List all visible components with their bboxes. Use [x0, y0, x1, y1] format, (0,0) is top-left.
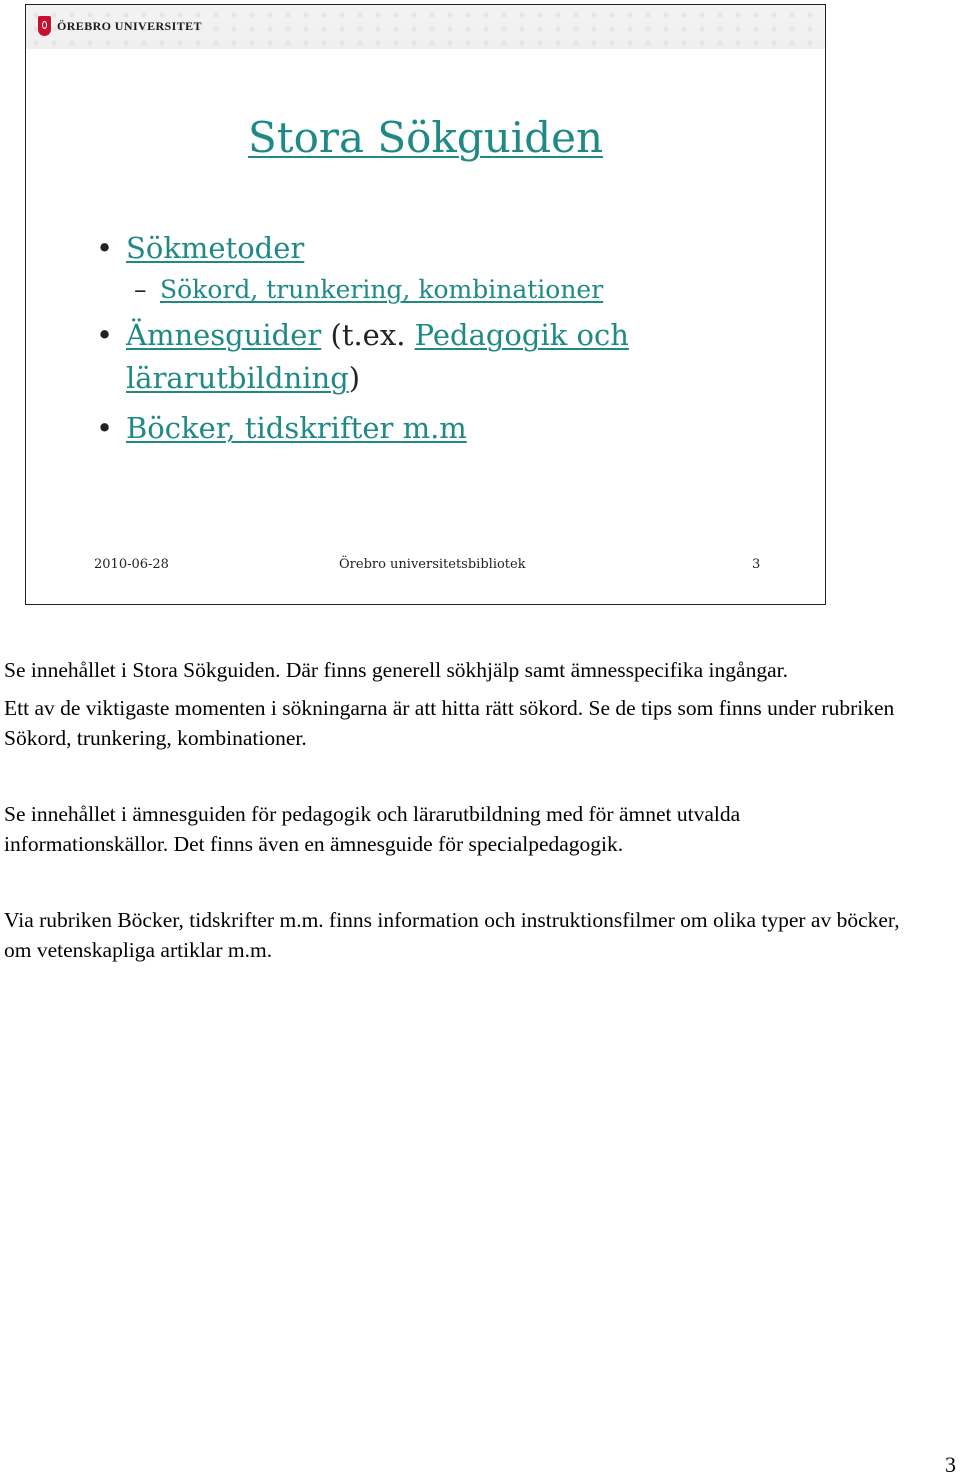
- slide-title[interactable]: Stora Sökguiden: [247, 113, 604, 162]
- subbullet-sokord: [96, 270, 796, 310]
- link-sokmetoder[interactable]: Sökmetoder: [126, 231, 305, 265]
- slide-organization: Örebro universitetsbibliotek: [339, 557, 526, 572]
- link-sokord-trunkering[interactable]: Sökord, trunkering, kombinationer: [160, 275, 604, 304]
- page-number: 3: [945, 1452, 956, 1477]
- bullet-sokmetoder: [96, 227, 796, 270]
- slide-thumbnail: [25, 4, 826, 605]
- bullet-text-close: ): [348, 361, 361, 395]
- link-amnesguider[interactable]: Ämnesguider: [126, 318, 322, 352]
- speaker-notes: [4, 655, 904, 965]
- university-logo: [38, 16, 202, 36]
- notes-paragraph-4: Via rubriken Böcker, tidskrifter m.m. finns information och instruktionsfilmer om olika typer av böcker, om vetenskapliga artiklar m.m.: [4, 908, 900, 962]
- university-shield-icon: [38, 16, 51, 36]
- bullet-amnesguider: [96, 314, 686, 400]
- notes-paragraph-2: Ett av de viktigaste momenten i sökningarna är att hitta rätt sökord. Se de tips som finns under rubriken Sökord, trunkering, kombinationer.: [4, 696, 895, 750]
- notes-paragraph-3: Se innehållet i ämnesguiden för pedagogik och lärarutbildning med för ämnet utvalda informationskällor. Det finns även en ämnesguide för specialpedagogik.: [4, 802, 741, 856]
- slide-footer: [26, 557, 825, 577]
- notes-paragraph-1: Se innehållet i Stora Sökguiden. Där finns generell sökhjälp samt ämnesspecifika ingångar.: [4, 658, 788, 682]
- slide-bullet-list: [96, 227, 796, 450]
- slide-number: 3: [752, 557, 761, 572]
- bullet-text-tex: (t.ex.: [321, 318, 415, 352]
- slide-date: 2010-06-28: [94, 557, 169, 572]
- slide-header-banner: [26, 5, 825, 49]
- link-pedagogik-lararutbildning[interactable]: Pedagogik och lärarutbildning: [126, 318, 629, 395]
- bullet-bocker: [96, 407, 796, 450]
- link-bocker-tidskrifter[interactable]: Böcker, tidskrifter m.m: [126, 411, 467, 445]
- logo-text: ÖREBRO UNIVERSITET: [57, 18, 202, 33]
